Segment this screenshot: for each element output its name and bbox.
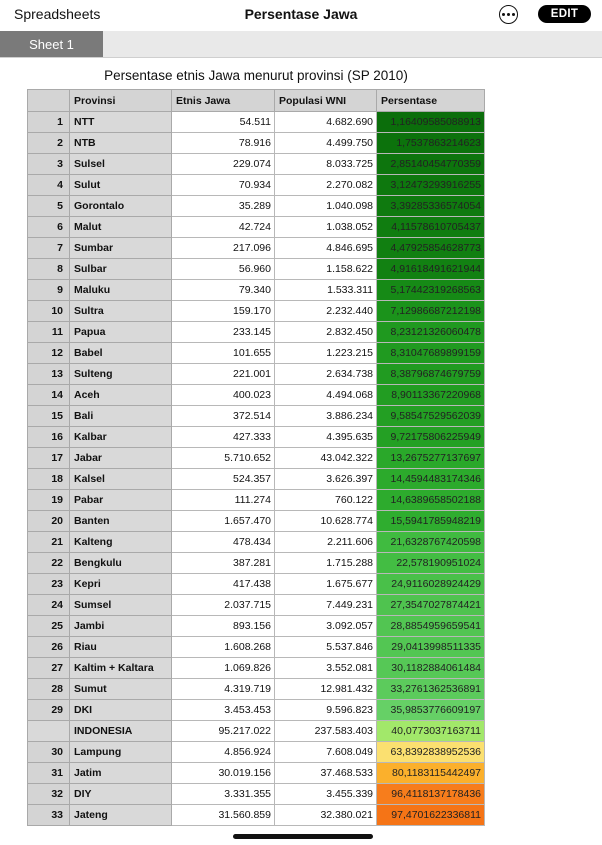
persentase-cell[interactable]: 8,23121326060478 [377, 322, 485, 343]
row-number-header[interactable] [28, 90, 70, 112]
provinsi-cell[interactable]: Jatim [70, 763, 172, 784]
provinsi-cell[interactable]: NTB [70, 133, 172, 154]
populasi-wni-cell[interactable]: 5.537.846 [275, 637, 377, 658]
populasi-wni-cell[interactable]: 4.395.635 [275, 427, 377, 448]
provinsi-cell[interactable]: Bengkulu [70, 553, 172, 574]
table-row [28, 133, 485, 154]
row-number-cell[interactable]: 5 [28, 196, 70, 217]
etnis-jawa-cell[interactable]: 427.333 [172, 427, 275, 448]
etnis-jawa-cell[interactable]: 400.023 [172, 385, 275, 406]
etnis-jawa-cell[interactable]: 30.019.156 [172, 763, 275, 784]
persentase-cell[interactable]: 5,17442319268563 [377, 280, 485, 301]
persentase-cell[interactable]: 8,90113367220968 [377, 385, 485, 406]
populasi-wni-cell[interactable]: 3.626.397 [275, 469, 377, 490]
etnis-jawa-cell[interactable]: 3.453.453 [172, 700, 275, 721]
table-row [28, 574, 485, 595]
provinsi-cell[interactable]: Aceh [70, 385, 172, 406]
table-row [28, 364, 485, 385]
row-number-cell[interactable]: 16 [28, 427, 70, 448]
more-dot-icon [512, 13, 515, 16]
row-number-cell[interactable]: 2 [28, 133, 70, 154]
provinsi-cell[interactable]: Bali [70, 406, 172, 427]
row-number-cell[interactable]: 30 [28, 742, 70, 763]
row-number-cell[interactable]: 14 [28, 385, 70, 406]
header-row [28, 90, 485, 112]
populasi-wni-cell[interactable]: 4.846.695 [275, 238, 377, 259]
table-row [28, 805, 485, 826]
persentase-cell[interactable]: 30,1182884061484 [377, 658, 485, 679]
provinsi-cell[interactable]: Jateng [70, 805, 172, 826]
populasi-wni-cell[interactable]: 2.211.606 [275, 532, 377, 553]
persentase-cell[interactable]: 9,58547529562039 [377, 406, 485, 427]
row-number-cell[interactable]: 11 [28, 322, 70, 343]
table-row [28, 343, 485, 364]
populasi-wni-cell[interactable]: 3.552.081 [275, 658, 377, 679]
table-row [28, 196, 485, 217]
populasi-wni-cell[interactable]: 7.608.049 [275, 742, 377, 763]
persentase-cell[interactable]: 24,9116028924429 [377, 574, 485, 595]
persentase-cell[interactable]: 15,5941785948219 [377, 511, 485, 532]
etnis-jawa-cell[interactable]: 79.340 [172, 280, 275, 301]
populasi-wni-cell[interactable]: 43.042.322 [275, 448, 377, 469]
row-number-cell[interactable]: 6 [28, 217, 70, 238]
persentase-cell[interactable]: 2,85140454770359 [377, 154, 485, 175]
table-row [28, 742, 485, 763]
row-number-cell[interactable]: 24 [28, 595, 70, 616]
provinsi-cell[interactable]: Sumut [70, 679, 172, 700]
row-number-cell[interactable]: 23 [28, 574, 70, 595]
row-number-cell[interactable]: 29 [28, 700, 70, 721]
table-row [28, 112, 485, 133]
etnis-jawa-cell[interactable]: 101.655 [172, 343, 275, 364]
row-number-cell[interactable]: 19 [28, 490, 70, 511]
populasi-wni-cell[interactable]: 1.223.215 [275, 343, 377, 364]
etnis-jawa-cell[interactable]: 221.001 [172, 364, 275, 385]
provinsi-cell[interactable]: DIY [70, 784, 172, 805]
persentase-cell[interactable]: 4,47925854628773 [377, 238, 485, 259]
persentase-cell[interactable]: 97,4701622336811 [377, 805, 485, 826]
table-row [28, 490, 485, 511]
persentase-cell[interactable]: 1,7537863214623 [377, 133, 485, 154]
persentase-cell[interactable]: 4,11578610705437 [377, 217, 485, 238]
home-indicator [233, 834, 373, 839]
persentase-cell[interactable]: 21,6328767420598 [377, 532, 485, 553]
provinsi-cell[interactable]: Kaltim + Kaltara [70, 658, 172, 679]
row-number-cell[interactable]: 9 [28, 280, 70, 301]
populasi-wni-cell[interactable]: 2.270.082 [275, 175, 377, 196]
etnis-jawa-cell[interactable]: 1.069.826 [172, 658, 275, 679]
provinsi-cell[interactable]: Riau [70, 637, 172, 658]
persentase-cell[interactable]: 3,39285336574054 [377, 196, 485, 217]
table-row [28, 763, 485, 784]
persentase-cell[interactable]: 7,12986687212198 [377, 301, 485, 322]
populasi-wni-cell[interactable]: 1.533.311 [275, 280, 377, 301]
column-header-etnis-jawa[interactable]: Etnis Jawa [172, 90, 275, 112]
etnis-jawa-cell[interactable]: 95.217.022 [172, 721, 275, 742]
etnis-jawa-cell[interactable]: 4.856.924 [172, 742, 275, 763]
row-number-cell[interactable]: 26 [28, 637, 70, 658]
provinsi-cell[interactable]: DKI [70, 700, 172, 721]
populasi-wni-cell[interactable]: 10.628.774 [275, 511, 377, 532]
table-row [28, 469, 485, 490]
populasi-wni-cell[interactable]: 3.092.057 [275, 616, 377, 637]
etnis-jawa-cell[interactable]: 78.916 [172, 133, 275, 154]
etnis-jawa-cell[interactable]: 229.074 [172, 154, 275, 175]
table-row [28, 784, 485, 805]
etnis-jawa-cell[interactable]: 2.037.715 [172, 595, 275, 616]
persentase-cell[interactable]: 9,72175806225949 [377, 427, 485, 448]
table-row [28, 217, 485, 238]
row-number-cell[interactable]: 31 [28, 763, 70, 784]
etnis-jawa-cell[interactable]: 70.934 [172, 175, 275, 196]
column-header-persentase[interactable]: Persentase [377, 90, 485, 112]
persentase-cell[interactable]: 22,578190951024 [377, 553, 485, 574]
persentase-cell[interactable]: 4,91618491621944 [377, 259, 485, 280]
table-row [28, 238, 485, 259]
populasi-wni-cell[interactable]: 1.040.098 [275, 196, 377, 217]
etnis-jawa-cell[interactable]: 3.331.355 [172, 784, 275, 805]
populasi-wni-cell[interactable]: 237.583.403 [275, 721, 377, 742]
row-number-cell[interactable]: 17 [28, 448, 70, 469]
populasi-wni-cell[interactable]: 37.468.533 [275, 763, 377, 784]
table-row [28, 553, 485, 574]
row-number-cell[interactable]: 8 [28, 259, 70, 280]
row-number-cell[interactable]: 12 [28, 343, 70, 364]
table-row [28, 616, 485, 637]
row-number-cell[interactable]: 4 [28, 175, 70, 196]
etnis-jawa-cell[interactable]: 56.960 [172, 259, 275, 280]
populasi-wni-cell[interactable]: 1.038.052 [275, 217, 377, 238]
provinsi-cell[interactable]: Kalteng [70, 532, 172, 553]
etnis-jawa-cell[interactable]: 1.657.470 [172, 511, 275, 532]
more-options-icon[interactable] [499, 5, 518, 24]
provinsi-cell[interactable]: Sulsel [70, 154, 172, 175]
populasi-wni-cell[interactable]: 2.232.440 [275, 301, 377, 322]
provinsi-cell[interactable]: Kalbar [70, 427, 172, 448]
etnis-jawa-cell[interactable]: 233.145 [172, 322, 275, 343]
provinsi-cell[interactable]: Sulut [70, 175, 172, 196]
provinsi-cell[interactable]: Babel [70, 343, 172, 364]
persentase-cell[interactable]: 13,2675277137697 [377, 448, 485, 469]
populasi-wni-cell[interactable]: 8.033.725 [275, 154, 377, 175]
provinsi-cell[interactable]: NTT [70, 112, 172, 133]
provinsi-cell[interactable]: Pabar [70, 490, 172, 511]
populasi-wni-cell[interactable]: 4.682.690 [275, 112, 377, 133]
provinsi-cell[interactable]: Sumsel [70, 595, 172, 616]
table-row [28, 406, 485, 427]
populasi-wni-cell[interactable]: 1.675.677 [275, 574, 377, 595]
document-title: Persentase Jawa [244, 6, 358, 22]
populasi-wni-cell[interactable]: 4.494.068 [275, 385, 377, 406]
column-header-populasi-wni[interactable]: Populasi WNI [275, 90, 377, 112]
provinsi-cell[interactable]: Jambi [70, 616, 172, 637]
populasi-wni-cell[interactable]: 7.449.231 [275, 595, 377, 616]
etnis-jawa-cell[interactable]: 417.438 [172, 574, 275, 595]
table-row [28, 721, 485, 742]
table-row [28, 280, 485, 301]
row-number-cell[interactable]: 22 [28, 553, 70, 574]
etnis-jawa-cell[interactable]: 4.319.719 [172, 679, 275, 700]
table-row [28, 448, 485, 469]
table-row [28, 427, 485, 448]
row-number-cell[interactable]: 25 [28, 616, 70, 637]
populasi-wni-cell[interactable]: 3.886.234 [275, 406, 377, 427]
etnis-jawa-cell[interactable]: 217.096 [172, 238, 275, 259]
populasi-wni-cell[interactable]: 32.380.021 [275, 805, 377, 826]
persentase-cell[interactable]: 8,31047689899159 [377, 343, 485, 364]
row-number-cell[interactable]: 21 [28, 532, 70, 553]
persentase-cell[interactable]: 63,8392838952536 [377, 742, 485, 763]
persentase-cell[interactable]: 3,12473293916255 [377, 175, 485, 196]
sheet-tab-bar [0, 31, 602, 58]
populasi-wni-cell[interactable]: 760.122 [275, 490, 377, 511]
row-number-cell[interactable] [28, 721, 70, 742]
more-dot-icon [507, 13, 510, 16]
table-row [28, 175, 485, 196]
tab-sheet-1[interactable]: Sheet 1 [0, 31, 103, 57]
table-row [28, 532, 485, 553]
etnis-jawa-cell[interactable]: 478.434 [172, 532, 275, 553]
spreadsheets-back-link[interactable]: Spreadsheets [14, 6, 101, 22]
row-number-cell[interactable]: 15 [28, 406, 70, 427]
etnis-jawa-cell[interactable]: 35.289 [172, 196, 275, 217]
populasi-wni-cell[interactable]: 2.832.450 [275, 322, 377, 343]
table-row [28, 511, 485, 532]
provinsi-cell[interactable]: Kepri [70, 574, 172, 595]
table-row [28, 658, 485, 679]
more-dot-icon [502, 13, 505, 16]
populasi-wni-cell[interactable]: 3.455.339 [275, 784, 377, 805]
table-row [28, 700, 485, 721]
row-number-cell[interactable]: 10 [28, 301, 70, 322]
row-number-cell[interactable]: 3 [28, 154, 70, 175]
provinsi-cell[interactable]: Papua [70, 322, 172, 343]
populasi-wni-cell[interactable]: 9.596.823 [275, 700, 377, 721]
table-row [28, 595, 485, 616]
row-number-cell[interactable]: 27 [28, 658, 70, 679]
row-number-cell[interactable]: 28 [28, 679, 70, 700]
persentase-cell[interactable]: 29,0413998511335 [377, 637, 485, 658]
top-bar [0, 0, 602, 30]
provinsi-cell[interactable]: Sulteng [70, 364, 172, 385]
etnis-jawa-cell[interactable]: 54.511 [172, 112, 275, 133]
table-title: Persentase etnis Jawa menurut provinsi (SP 2010) [104, 68, 408, 83]
etnis-jawa-cell[interactable]: 893.156 [172, 616, 275, 637]
persentase-cell[interactable]: 80,1183115442497 [377, 763, 485, 784]
persentase-cell[interactable]: 8,38796874679759 [377, 364, 485, 385]
populasi-wni-cell[interactable]: 4.499.750 [275, 133, 377, 154]
table-row [28, 679, 485, 700]
provinsi-cell[interactable]: Banten [70, 511, 172, 532]
row-number-cell[interactable]: 18 [28, 469, 70, 490]
etnis-jawa-cell[interactable]: 372.514 [172, 406, 275, 427]
column-header-provinsi[interactable]: Provinsi [70, 90, 172, 112]
persentase-cell[interactable]: 27,3547027874421 [377, 595, 485, 616]
row-number-cell[interactable]: 20 [28, 511, 70, 532]
populasi-wni-cell[interactable]: 1.715.288 [275, 553, 377, 574]
populasi-wni-cell[interactable]: 12.981.432 [275, 679, 377, 700]
row-number-cell[interactable]: 13 [28, 364, 70, 385]
provinsi-cell[interactable]: INDONESIA [70, 721, 172, 742]
data-table [27, 89, 485, 826]
etnis-jawa-cell[interactable]: 524.357 [172, 469, 275, 490]
etnis-jawa-cell[interactable]: 111.274 [172, 490, 275, 511]
provinsi-cell[interactable]: Malut [70, 217, 172, 238]
table-row [28, 259, 485, 280]
provinsi-cell[interactable]: Lampung [70, 742, 172, 763]
persentase-cell[interactable]: 14,6389658502188 [377, 490, 485, 511]
provinsi-cell[interactable]: Gorontalo [70, 196, 172, 217]
row-number-cell[interactable]: 1 [28, 112, 70, 133]
etnis-jawa-cell[interactable]: 1.608.268 [172, 637, 275, 658]
table-row [28, 154, 485, 175]
row-number-cell[interactable]: 33 [28, 805, 70, 826]
provinsi-cell[interactable]: Jabar [70, 448, 172, 469]
populasi-wni-cell[interactable]: 2.634.738 [275, 364, 377, 385]
persentase-cell[interactable]: 1,16409585088913 [377, 112, 485, 133]
table-row [28, 385, 485, 406]
persentase-cell[interactable]: 28,8854959659541 [377, 616, 485, 637]
row-number-cell[interactable]: 32 [28, 784, 70, 805]
etnis-jawa-cell[interactable]: 5.710.652 [172, 448, 275, 469]
table-row [28, 322, 485, 343]
provinsi-cell[interactable]: Sumbar [70, 238, 172, 259]
persentase-cell[interactable]: 33,2761362536891 [377, 679, 485, 700]
table-row [28, 301, 485, 322]
provinsi-cell[interactable]: Maluku [70, 280, 172, 301]
edit-button[interactable]: EDIT [538, 5, 591, 23]
etnis-jawa-cell[interactable]: 387.281 [172, 553, 275, 574]
provinsi-cell[interactable]: Kalsel [70, 469, 172, 490]
persentase-cell[interactable]: 40,0773037163711 [377, 721, 485, 742]
provinsi-cell[interactable]: Sulbar [70, 259, 172, 280]
persentase-cell[interactable]: 96,4118137178436 [377, 784, 485, 805]
etnis-jawa-cell[interactable]: 31.560.859 [172, 805, 275, 826]
row-number-cell[interactable]: 7 [28, 238, 70, 259]
etnis-jawa-cell[interactable]: 42.724 [172, 217, 275, 238]
provinsi-cell[interactable]: Sultra [70, 301, 172, 322]
persentase-cell[interactable]: 14,4594483174346 [377, 469, 485, 490]
table-row [28, 637, 485, 658]
populasi-wni-cell[interactable]: 1.158.622 [275, 259, 377, 280]
etnis-jawa-cell[interactable]: 159.170 [172, 301, 275, 322]
persentase-cell[interactable]: 35,9853776609197 [377, 700, 485, 721]
